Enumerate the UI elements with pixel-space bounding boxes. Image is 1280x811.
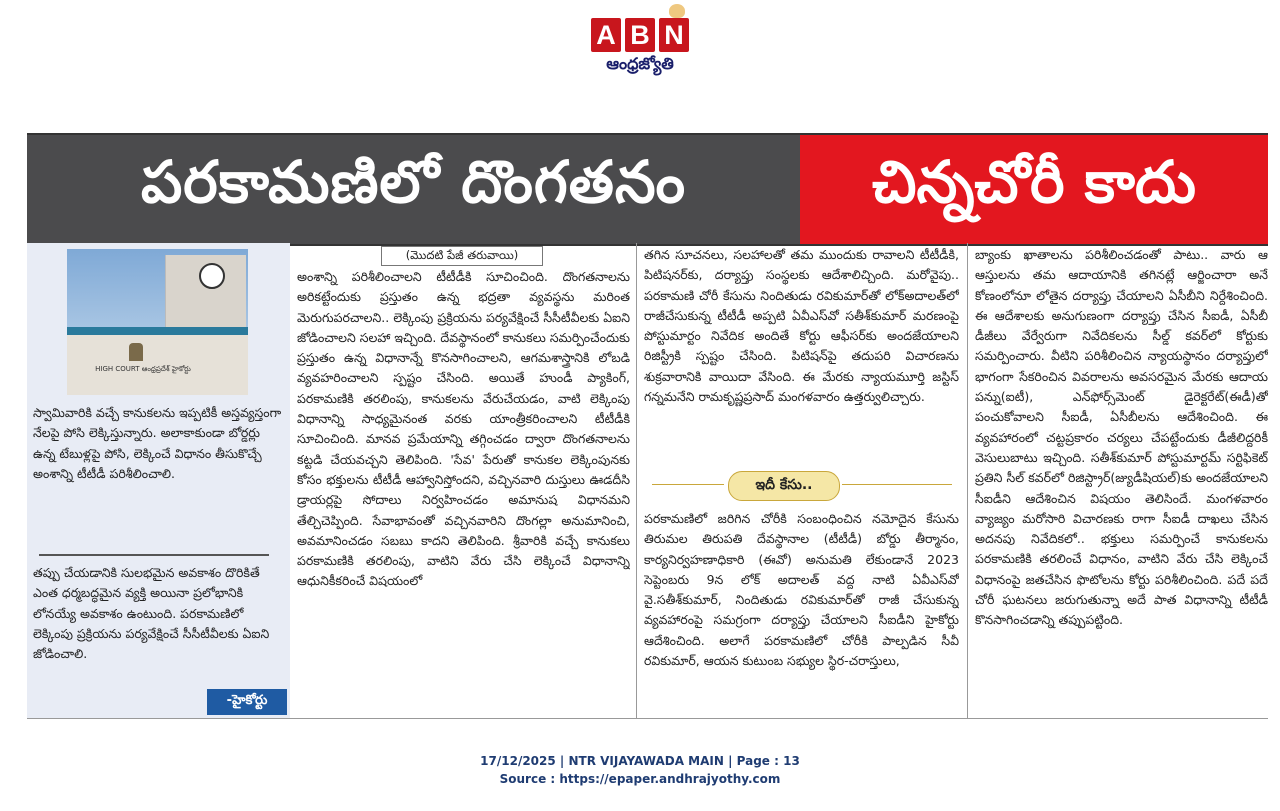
footer-edition: 17/12/2025 | NTR VIJAYAWADA MAIN | Page : 13 (480, 754, 800, 768)
court-sign: HIGH COURT ఆంధ్రప్రదేశ్ హైకోర్టు (95, 365, 191, 373)
column-divider-2 (967, 243, 968, 718)
sidebar-box (27, 243, 290, 718)
logo-letters (591, 18, 689, 52)
logo-letter-n: N (659, 18, 689, 52)
badge-rule-right (842, 484, 952, 485)
building-roof (67, 327, 248, 335)
case-badge: ఇదీ కేసు.. (728, 471, 840, 501)
emblem-icon (129, 343, 143, 361)
headline-main: పరకామణిలో దొంగతనం (27, 135, 800, 244)
logo-subtitle: ఆంధ్రజ్యోతి (606, 54, 674, 73)
sidebar-text-2: తప్పు చేయడానికి సులభమైన అవకాశం దొరికితే ఎంత ధర్మబద్ధమైన వ్యక్తి అయినా ప్రలోభానికి లోనయ్యే అవకాశం ఉంటుంది. పరకామణిలో లెక్కింపు ప్రక్రియను పర్యవేక్షించే సీసీటీవీలకు ఏఐని జోడించాలి. (33, 565, 270, 662)
column-divider-1 (636, 243, 637, 718)
logo-letter-a: A (591, 18, 621, 52)
column-2-body-1: తగిన సూచనలు, సలహాలతో తమ ముందుకు రావాలని టీటీడీకి, పిటిషనర్‌కు, దర్యాప్తు సంస్థలకు ఆదేశాలిచ్చింది. మరోవైపు.. పరకామణి చోరీ కేసును నిందితుడు రవికుమార్‌తో లోక్‌అదాలత్‌లో రాజీచేసుకున్న టీటీడీ అప్పటి ఏవీఎస్‌వో సతీశ్‌కుమార్ మరణంపై పోస్టుమార్టం నివేదిక అందితే కోర్టు ఆఫీసర్‌కు అందజేయాలని రిజిస్ట్రీకి స్పష్టం చేసింది. పిటిషన్‌పై తదుపరి విచారణను శుక్రవారానికి వాయిదా వేసింది. ఈ మేరకు న్యాయమూర్తి జస్టిస్ గన్నమనేని రామకృష్ణప్రసాద్ మంగళవారం ఉత్తర్వులిచ్చారు. (644, 247, 959, 405)
sidebar-text-1: స్వామివారికి వచ్చే కానుకలను ఇప్పటికీ అస్తవ్యస్తంగా నేలపై పోసి లెక్కిస్తున్నారు. అలాకాకుండా బోర్డర్లు ఉన్న టేబుళ్లపై పోసి, లెక్కించే విధానం తీసుకొచ్చే అంశాన్ని టీటీడీ పరిశీలించాలి. (33, 405, 282, 481)
column-2-top (644, 245, 959, 467)
headline-kicker: చిన్నచోరీ కాదు (800, 135, 1268, 244)
column-3-body: బ్యాంకు ఖాతాలను పరిశీలించడంతో పాటు.. వారు ఆ ఆస్తులను తమ ఆదాయానికి తగినట్లే ఆర్జించారా అనే కోణంలోనూ లోతైన దర్యాప్తు చేయాలని ఏసీబీని నిర్దేశించింది. ఈ ఆదేశాలకు అనుగుణంగా దర్యాప్తు చేసిన సీఐడీ, ఏసీబీ డీజీలు వేర్వేరుగా నివేదికలను సీల్డ్ కవర్‌లో కోర్టుకు సమర్పించారు. వీటిని పరిశీలించిన న్యాయస్థానం దర్యాప్తులో భాగంగా సేకరించిన వివరాలను అవసరమైన మేరకు ఆదాయ పన్ను(ఐటీ), ఎన్‌ఫోర్స్‌మెంట్ డైరెక్టరేట్(ఈడీ)తో పంచుకోవాలని సీఐడీ, ఏసీబీలను ఆదేశించింది. ఈ వ్యవహారంలో చట్టప్రకారం చర్యలు చేపట్టేందుకు డీజీలిద్దరికీ వెసులుబాటు ఇచ్చింది. సతీశ్‌కుమార్ పోస్టుమార్టమ్ సర్టిఫికెట్‌ ప్రతిని సీల్ కవర్‌లో రిజిస్ట్రార్(జ్యుడీషియల్)కు అందజేయాలని సీఐడీని ఆదేశించిన విషయం తెలిసిందే. మంగళవారం వ్యాజ్యం మరోసారి విచారణకు రాగా సీఐడీ దాఖలు చేసిన అదనపు నివేదికలో.. భక్తులు సమర్పించే కానుకలను పరకామణికి తరలించే విధానం, వాటిని వేరు చేసి లెక్కించే విధానంపై జతచేసిన ఫొటోలను కోర్టు పరిశీలించింది. పదే పదే చోరీ ఘటనలు జరుగుతున్నా అదే పాత విధానాన్ని టీటీడీ కొనసాగించడాన్ని తప్పుపట్టింది. (975, 247, 1268, 628)
steam-icon (669, 4, 685, 18)
page-footer (0, 752, 1280, 788)
clock-icon (199, 263, 225, 289)
brand-logo (591, 18, 689, 77)
high-court-photo (67, 249, 248, 395)
logo-letter-b: B (625, 18, 655, 52)
headline-banner (27, 133, 1268, 246)
column-3 (975, 245, 1268, 718)
column-1 (297, 267, 630, 718)
article (27, 243, 1268, 719)
continued-label: (మొదటి పేజీ తరువాయి) (381, 246, 543, 266)
column-1-body: అంశాన్ని పరిశీలించాలని టీటీడీకి సూచించింది. దొంగతనాలను అరికట్టేందుకు ప్రస్తుతం ఉన్న భద్రతా వ్యవస్థను మరింత మెరుగుపరచాలని.. లెక్కింపు ప్రక్రియను పర్యవేక్షించే సీసీటీవీలకు ఏఐని జోడించాలని సలహా ఇచ్చింది. దేవస్థానంలో కానుకలు సమర్పించేందుకు ప్రస్తుతం ఉన్న విధానాన్నే కొనసాగించాలని, ఆగమశాస్త్రానికి లోబడి వ్యవహరించాలని స్పష్టం చేసింది. అయితే హుండీ ప్యాకింగ్, పరకామణికి తరలింపు, కానుకలను వేరుచేయడం, వాటి లెక్కింపు విధానాన్ని సాధ్యమైనంత వరకు యాంత్రీకరించాలని టీటీడీకి సూచించింది. మానవ ప్రమేయాన్ని తగ్గించడం ద్వారా దొంగతనాలను కట్టడి చేయవచ్చని తెలిపింది. 'సేవ' పేరుతో కానుకల లెక్కింపునకు కోసం భక్తులను టీటీడీ ఆహ్వానిస్తోందని, వచ్చినవారి దుస్తులు ఊడదీసి డ్రాయర్లపై సోదాలు నిర్వహించడం అమానుష విధానమని తేల్చిచెప్పింది. సేవాభావంతో వచ్చినవారిని దొంగల్లా అనుమానించి, అవమానించడం సబబు కాదని తెలిపింది. శ్రీవారికి వచ్చే కానుకలు పరకామణికి తరలింపు, వాటిని వేరు చేసి లెక్కించే విధానాన్ని ఆధునికీకరించే విషయంలో (297, 269, 630, 589)
column-2-body-2: పరకామణిలో జరిగిన చోరీకి సంబంధించిన నమోదైన కేసును తిరుమల తిరుపతి దేవస్థానాల (టీటీడీ) బోర్డు తీర్మానం, కార్యనిర్వహణాధికారి (ఈవో) అనుమతి లేకుండానే 2023 సెప్టెంబరు 9న లోక్ అదాలత్ వద్ద నాటి ఏవీఎస్‌వో వై.సతీశ్‌కుమార్, నిందితుడు రవికుమార్‌తో రాజీ చేసుకున్న వ్యవహారంపై సమగ్రంగా దర్యాప్తు చేయాలని సీఐడీని హైకోర్టు ఆదేశించింది. అలాగే పరకామణిలో చోరీకి పాల్పడిన సీవీ రవికుమార్, ఆయన కుటుంబ సభ్యుల స్థిర-చరాస్తులు, (644, 511, 959, 669)
sidebar-divider (39, 554, 269, 556)
footer-source[interactable]: Source : https://epaper.andhrajyothy.com (499, 772, 781, 786)
high-court-tag: -హైకోర్టు (207, 689, 287, 715)
column-2-bottom (644, 509, 959, 718)
badge-rule-left (652, 484, 724, 485)
